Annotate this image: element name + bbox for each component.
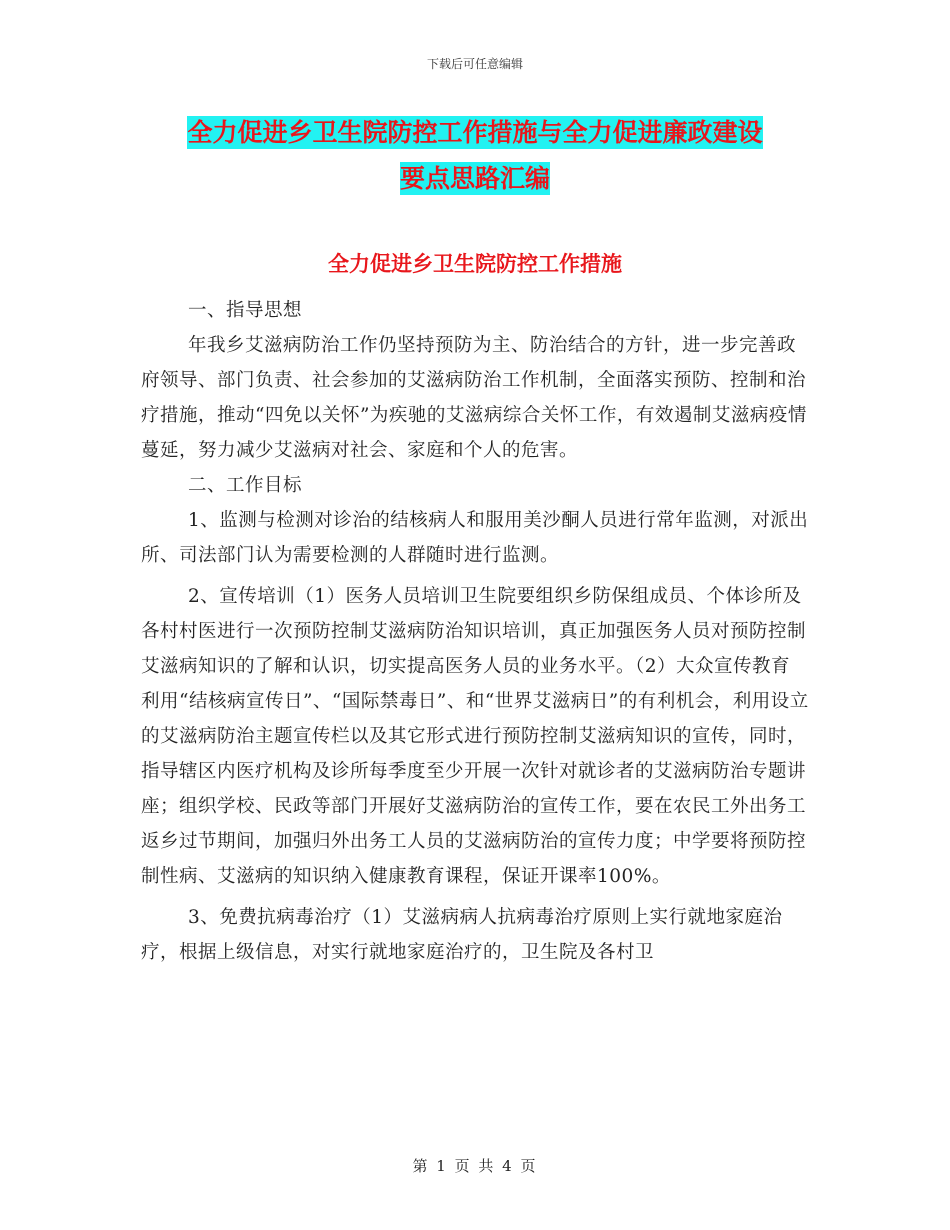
- paragraph-free-treatment: 3、免费抗病毒治疗（1）艾滋病病人抗病毒治疗原则上实行就地家庭治疗，根据上级信息，对实行就地家庭治疗的，卫生院及各村卫: [141, 907, 783, 963]
- section-title: 全力促进乡卫生院防控工作措施: [328, 252, 622, 276]
- paragraph-publicity-training: 2、宣传培训（1）医务人员培训卫生院要组织乡防保组成员、个体诊所及各村村医进行一次预防控制艾滋病防治知识培训，真正加强医务人员对预防控制艾滋病知识的了解和认识，切实提高医务人员的业务水平。（2）大众宣传教育利用“结核病宣传日”、“国际禁毒日”、和“世界艾滋病日”的有利机会，利用设立的艾滋病防治主题宣传栏以及其它形式进行预防控制艾滋病知识的宣传，同时，指导辖区内医疗机构及诊所每季度至少开展一次针对就诊者的艾滋病防治专题讲座；组织学校、民政等部门开展好艾滋病防治的宣传工作，要在农民工外出务工返乡过节期间，加强归外出务工人员的艾滋病防治的宣传力度；中学要将预防控制性病、艾滋病的知识纳入健康教育课程，保证开课率100%。: [141, 586, 809, 887]
- paragraph-monitoring: 1、监测与检测对诊治的结核病人和服用美沙酮人员进行常年监测，对派出所、司法部门认为需要检测的人群随时进行监测。: [141, 510, 809, 566]
- page-footer: 第 1 页 共 4 页: [412, 1157, 538, 1175]
- paragraph-guiding-ideology: 年我乡艾滋病防治工作仍坚持预防为主、防治结合的方针，进一步完善政府领导、部门负责、社会参加的艾滋病防治工作机制，全面落实预防、控制和治疗措施，推动“四免以关怀”为疾驰的艾滋病综合关怀工作，有效遏制艾滋病疫情蔓延，努力减少艾滋病对社会、家庭和个人的危害。: [141, 335, 807, 461]
- document-title-line-2: [0, 159, 950, 195]
- heading-work-goals: 二、工作目标: [188, 475, 303, 496]
- page-header: 下载后可任意编辑: [426, 57, 523, 71]
- heading-guiding-ideology: 一、指导思想: [188, 300, 303, 321]
- document-title-line-1: [0, 113, 950, 149]
- document-body: [141, 293, 809, 970]
- title-highlight-1: 全力促进乡卫生院防控工作措施与全力促进廉政建设: [187, 118, 763, 147]
- title-highlight-2: 要点思路汇编: [399, 164, 550, 193]
